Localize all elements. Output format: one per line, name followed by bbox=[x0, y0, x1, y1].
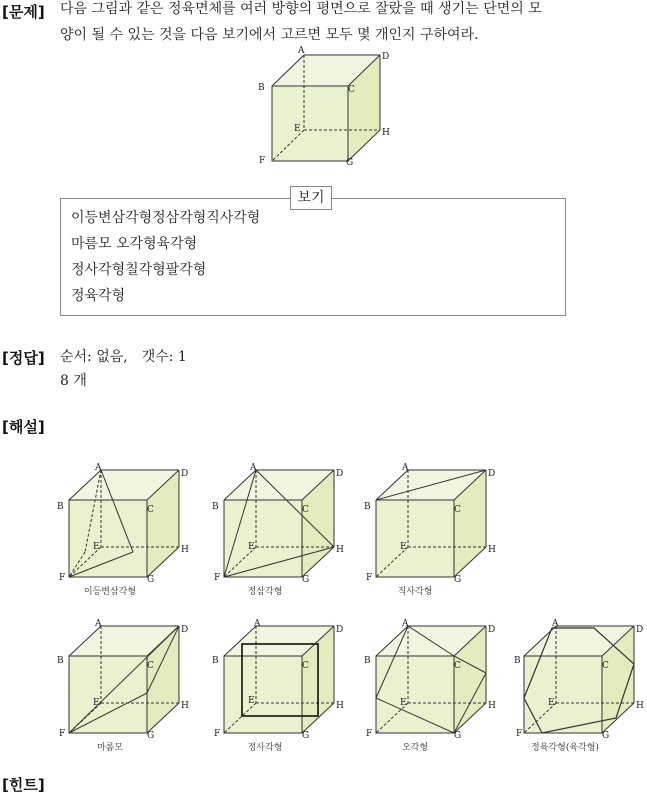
options-box-label: 보기 bbox=[290, 186, 332, 210]
svg-text:D: D bbox=[636, 625, 644, 635]
caption-pentagon: 오각형 bbox=[401, 743, 429, 753]
diagram-isosceles-triangle bbox=[55, 462, 195, 602]
answer-line-2: 8 개 bbox=[60, 373, 87, 389]
caption-square: 정사각형 bbox=[247, 743, 283, 753]
svg-text:F: F bbox=[516, 729, 523, 739]
cube-label-h: H bbox=[382, 128, 390, 138]
option-line-1: 이등변삼각형정삼각형직사각형 bbox=[71, 210, 261, 226]
svg-text:E: E bbox=[400, 698, 407, 708]
svg-text:H: H bbox=[336, 545, 344, 555]
cube-label-c: C bbox=[348, 85, 355, 95]
caption-rectangle: 직사각형 bbox=[397, 587, 433, 597]
question-line-1: 다음 그림과 같은 정육면체를 여러 방향의 평면으로 잘랐을 때 생기는 단면의 모 bbox=[60, 1, 542, 17]
svg-text:C: C bbox=[147, 661, 154, 671]
svg-text:H: H bbox=[488, 701, 496, 711]
explanation-tag: [해설] bbox=[2, 418, 45, 436]
diagram-rectangle bbox=[362, 462, 502, 602]
svg-text:F: F bbox=[214, 573, 221, 583]
svg-text:G: G bbox=[454, 731, 462, 741]
svg-text:B: B bbox=[212, 656, 219, 666]
diagram-pentagon bbox=[362, 618, 502, 743]
diagram-equilateral-triangle bbox=[210, 462, 350, 602]
svg-text:E: E bbox=[548, 698, 555, 708]
svg-text:G: G bbox=[454, 575, 462, 585]
svg-text:C: C bbox=[602, 661, 609, 671]
svg-text:F: F bbox=[59, 573, 66, 583]
svg-text:C: C bbox=[147, 505, 154, 515]
svg-text:B: B bbox=[57, 502, 64, 512]
svg-text:H: H bbox=[181, 701, 189, 711]
svg-text:H: H bbox=[636, 701, 644, 711]
answer-tag: [정답] bbox=[2, 349, 45, 367]
svg-text:H: H bbox=[488, 545, 496, 555]
svg-text:F: F bbox=[366, 729, 373, 739]
svg-text:E: E bbox=[93, 698, 100, 708]
svg-text:C: C bbox=[454, 661, 461, 671]
svg-text:A: A bbox=[402, 619, 409, 629]
svg-text:A: A bbox=[95, 463, 102, 473]
svg-text:B: B bbox=[364, 656, 371, 666]
svg-text:G: G bbox=[302, 575, 310, 585]
cube-label-d: D bbox=[382, 52, 390, 62]
cube-figure bbox=[255, 45, 395, 170]
caption-isosceles-triangle: 이등변삼각형 bbox=[83, 587, 137, 597]
svg-text:D: D bbox=[336, 625, 344, 635]
svg-text:B: B bbox=[514, 656, 521, 666]
svg-text:B: B bbox=[57, 656, 64, 666]
svg-text:E: E bbox=[400, 542, 407, 552]
cube-label-e: E bbox=[294, 124, 301, 134]
svg-text:C: C bbox=[302, 661, 309, 671]
svg-text:F: F bbox=[59, 729, 66, 739]
svg-text:E: E bbox=[248, 696, 255, 706]
cube-label-f: F bbox=[259, 156, 266, 166]
svg-text:F: F bbox=[214, 729, 221, 739]
svg-text:G: G bbox=[302, 731, 310, 741]
answer-text bbox=[60, 345, 187, 393]
svg-text:A: A bbox=[402, 463, 409, 473]
options-box bbox=[60, 198, 566, 316]
svg-text:D: D bbox=[181, 625, 189, 635]
answer-line-1: 순서: 없음, 갯수: 1 bbox=[60, 349, 187, 365]
question-line-2: 양이 될 수 있는 것을 다음 보기에서 고르면 모두 몇 개인지 구하여라. bbox=[60, 27, 479, 43]
option-line-2: 마름모 오각형육각형 bbox=[71, 236, 198, 252]
svg-text:B: B bbox=[212, 502, 219, 512]
svg-text:H: H bbox=[336, 701, 344, 711]
svg-text:A: A bbox=[95, 619, 102, 629]
cube-front-face bbox=[272, 86, 348, 161]
svg-text:G: G bbox=[147, 575, 155, 585]
svg-text:G: G bbox=[147, 731, 155, 741]
option-line-4: 정육각형 bbox=[71, 288, 126, 304]
caption-hexagon: 정육각형(육각형) bbox=[531, 743, 599, 753]
caption-equilateral-triangle: 정삼각형 bbox=[247, 587, 283, 597]
svg-text:A: A bbox=[552, 619, 559, 629]
svg-text:A: A bbox=[250, 463, 257, 473]
cube-label-a: A bbox=[298, 46, 305, 56]
svg-text:F: F bbox=[366, 573, 373, 583]
svg-text:D: D bbox=[336, 469, 344, 479]
cube-label-g: G bbox=[346, 158, 354, 168]
svg-text:A: A bbox=[254, 619, 261, 629]
svg-text:C: C bbox=[454, 505, 461, 515]
diagram-hexagon bbox=[512, 618, 647, 743]
svg-text:E: E bbox=[93, 542, 100, 552]
hint-tag: [힌트] bbox=[2, 776, 45, 794]
svg-text:H: H bbox=[181, 545, 189, 555]
caption-rhombus: 마름모 bbox=[96, 743, 124, 753]
question-text bbox=[60, 0, 640, 48]
svg-text:D: D bbox=[181, 469, 189, 479]
svg-text:C: C bbox=[302, 505, 309, 515]
svg-text:B: B bbox=[364, 502, 371, 512]
diagram-rhombus bbox=[55, 618, 195, 743]
cube-label-b: B bbox=[258, 83, 265, 93]
svg-text:D: D bbox=[488, 469, 496, 479]
svg-text:G: G bbox=[602, 731, 610, 741]
option-line-3: 정사각형칠각형팔각형 bbox=[71, 262, 207, 278]
svg-text:E: E bbox=[248, 542, 255, 552]
diagram-square bbox=[210, 618, 350, 743]
question-tag: [문제] bbox=[2, 3, 45, 21]
svg-text:D: D bbox=[488, 625, 496, 635]
